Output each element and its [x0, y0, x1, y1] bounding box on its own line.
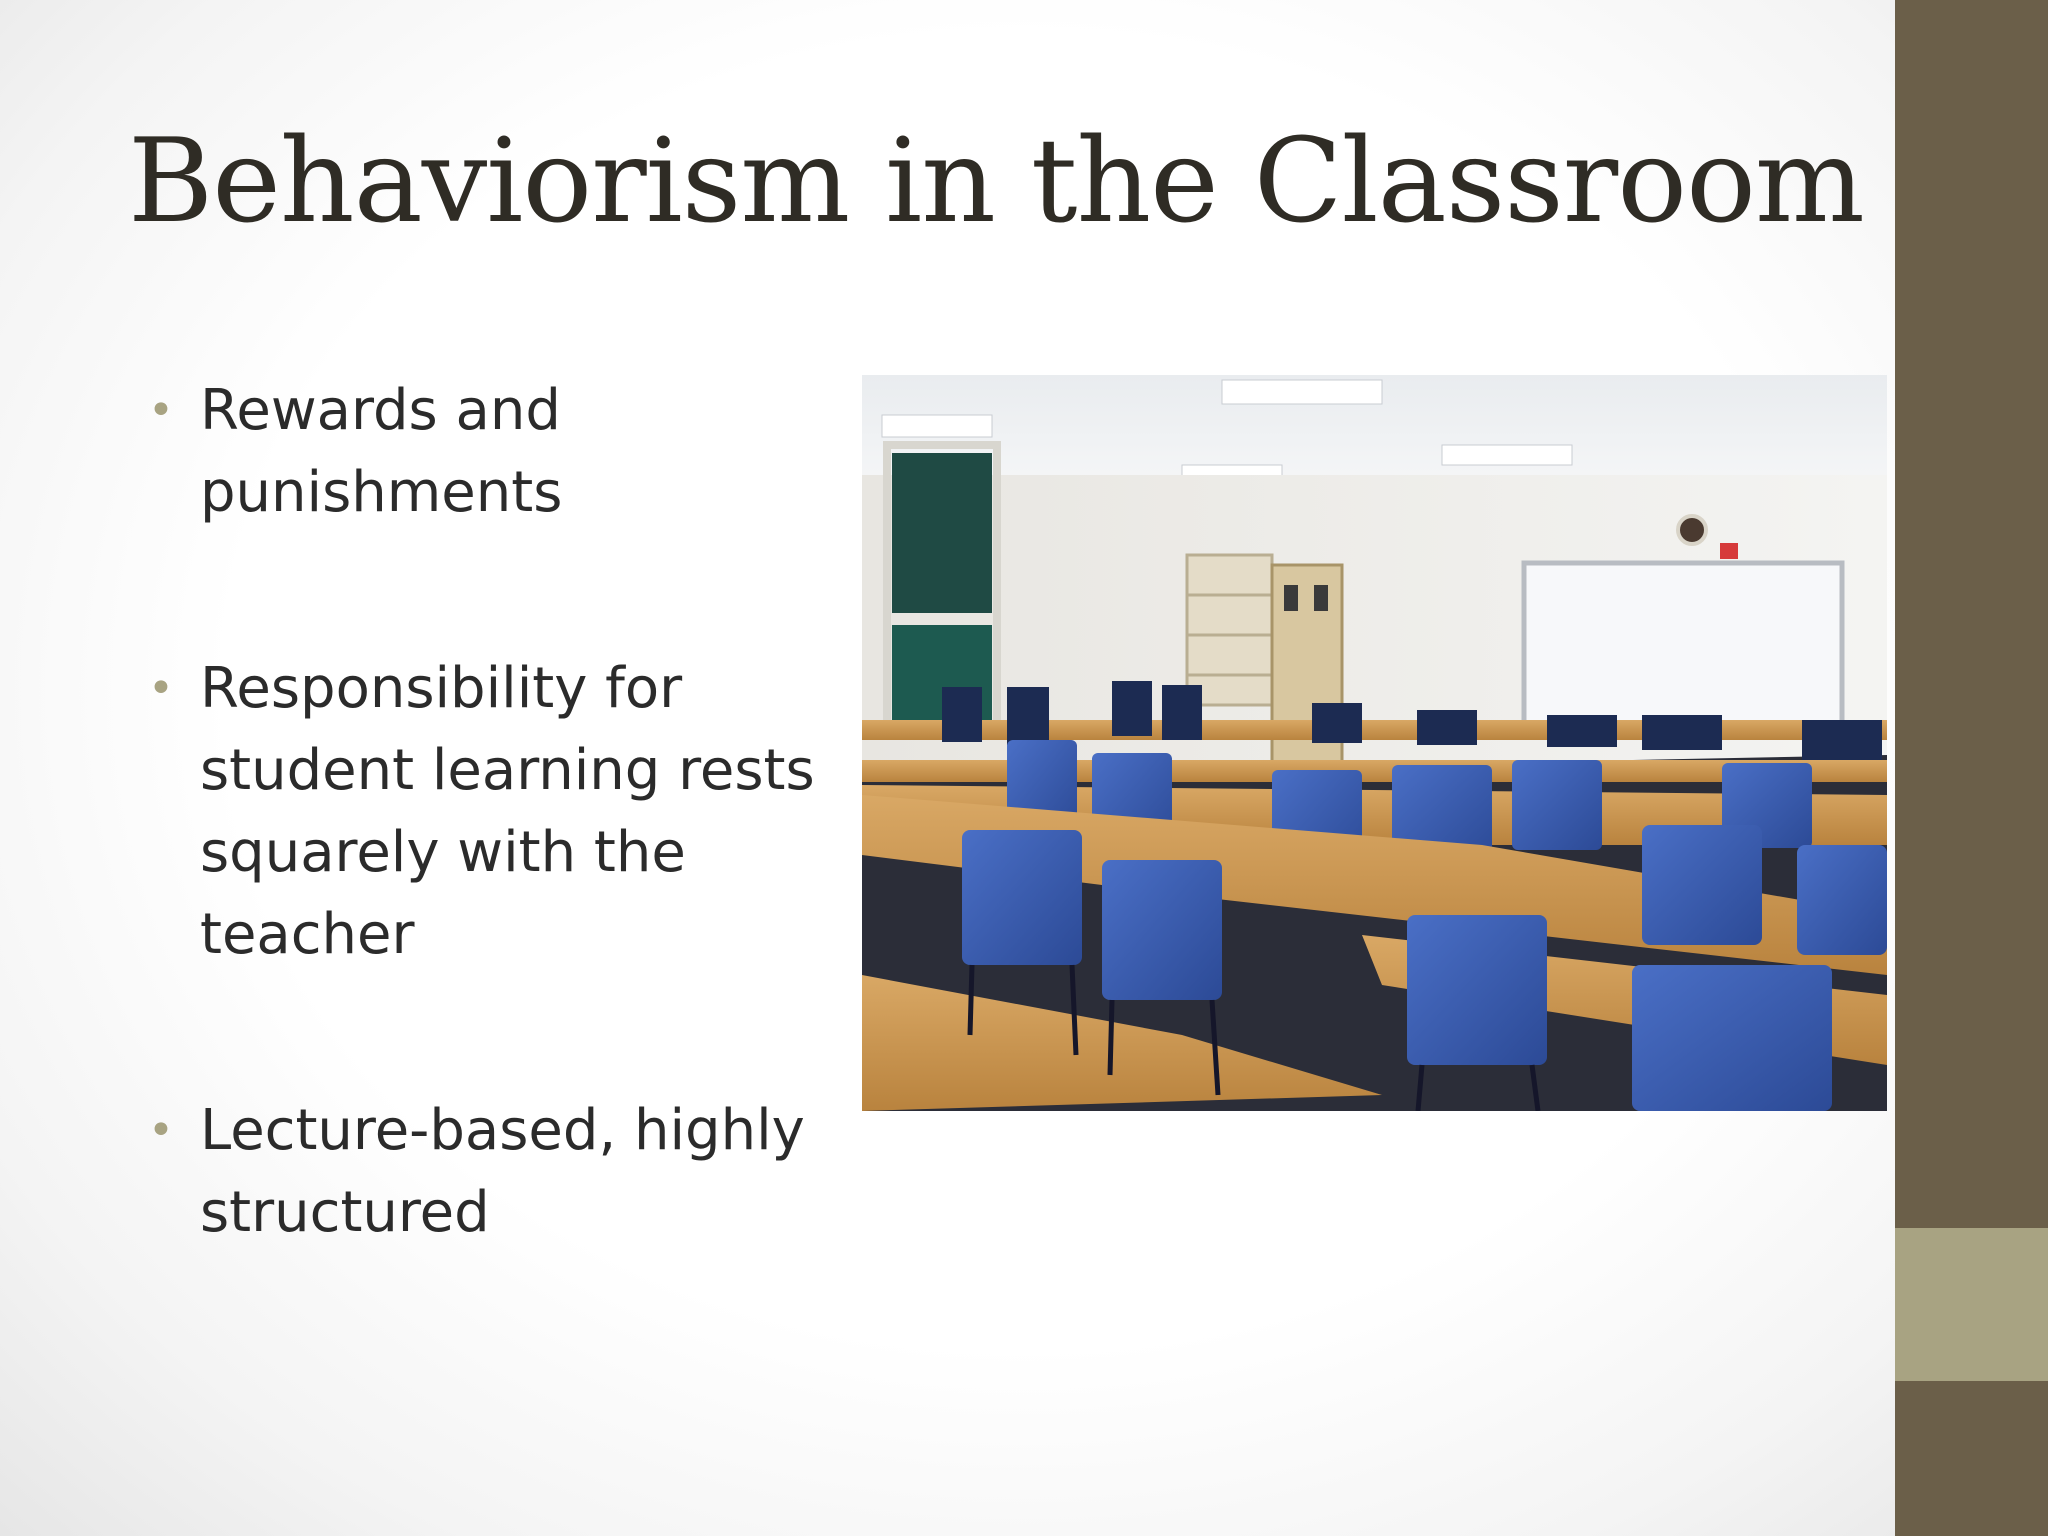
bullet-item: [148, 648, 828, 976]
classroom-illustration: [862, 375, 1887, 1111]
bullet-text: Responsibility for student learning rests squarely with the teacher: [200, 656, 815, 967]
slide-title: Behaviorism in the Classroom: [128, 114, 1864, 249]
classroom-photo: [862, 375, 1887, 1111]
decorative-sidebar: [1895, 0, 2048, 1536]
bullet-dot-icon: •: [148, 663, 174, 714]
bullet-list: [148, 370, 828, 1254]
bullet-item: [148, 1090, 828, 1254]
bullet-dot-icon: •: [148, 1105, 174, 1156]
bullet-text: Lecture-based, highly structured: [200, 1098, 805, 1245]
bullet-dot-icon: •: [148, 385, 174, 436]
bullet-text: Rewards and punishments: [200, 378, 563, 525]
sidebar-accent-band: [1895, 1228, 2048, 1381]
bullet-item: [148, 370, 828, 534]
